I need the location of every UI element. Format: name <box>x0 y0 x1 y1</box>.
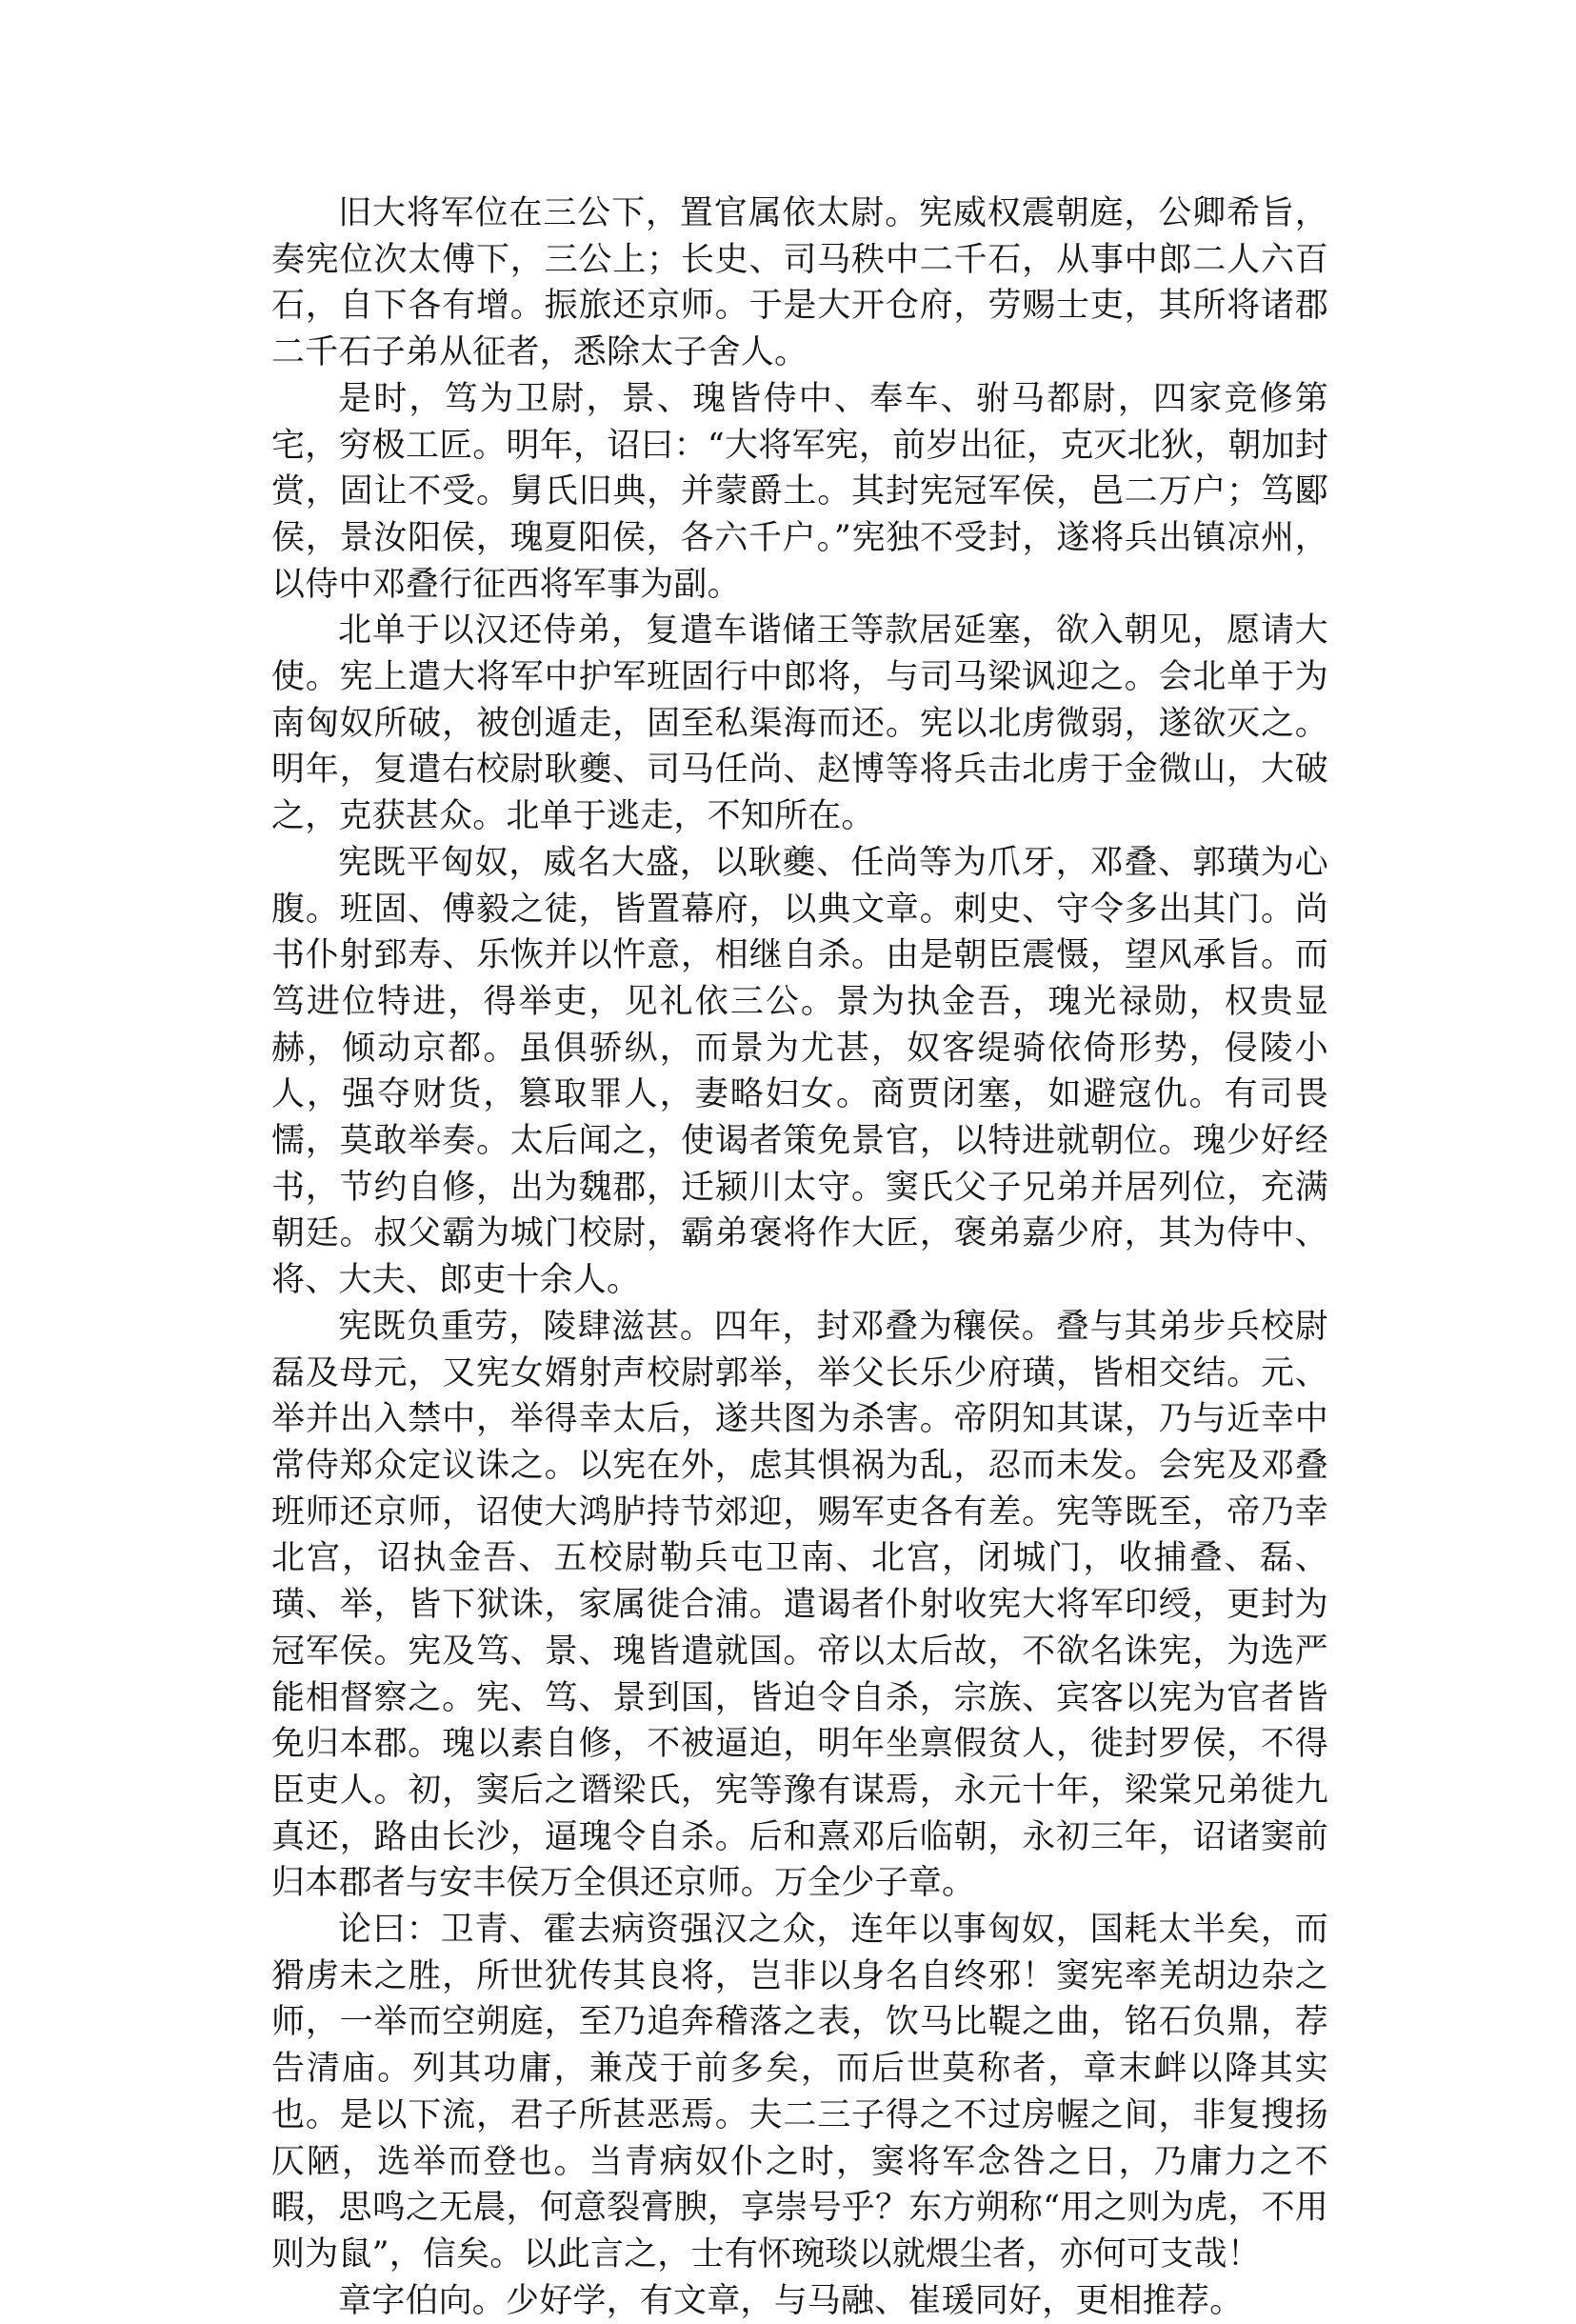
paragraph-1: 旧大将军位在三公下，置官属依太尉。宪威权震朝庭，公卿希旨，奏宪位次太傅下，三公上；长史、司马秩中二千石，从事中郎二人六百石，自下各有增。振旅还京师。于是大开仓府，劳赐士吏，其所将诸郡二千石子弟从征者，悉除太子舍人。 <box>271 194 1328 372</box>
paragraph-4: 宪既平匈奴，威名大盛，以耿夔、任尚等为爪牙，邓叠、郭璜为心腹。班固、傅毅之徒，皆置幕府，以典文章。刺史、守令多出其门。尚书仆射郅寿、乐恢并以忤意，相继自杀。由是朝臣震慑，望风承旨。而笃进位特进，得举吏，见礼依三公。景为执金吾，瑰光禄勋，权贵显赫，倾动京都。虽俱骄纵，而景为尤甚，奴客缇骑依倚形势，侵陵小人，强夺财货，篡取罪人，妻略妇女。商贾闭塞，如避寇仇。有司畏懦，莫敢举奏。太后闻之，使谒者策免景官，以特进就朝位。瑰少好经书，节约自修，出为魏郡，迁颍川太守。窦氏父子兄弟并居列位，充满朝廷。叔父霸为城门校尉，霸弟褒将作大匠，褒弟嘉少府，其为侍中、将、大夫、郎吏十余人。 <box>271 843 1328 1300</box>
paragraph-2: 是时，笃为卫尉，景、瑰皆侍中、奉车、驸马都尉，四家竞修第宅，穷极工匠。明年，诏曰：“大将军宪，前岁出征，克灭北狄，朝加封赏，固让不受。舅氏旧典，并蒙爵土。其封宪冠军侯，邑二万户；笃郾侯，景汝阳侯，瑰夏阳侯，各六千户。”宪独不受封，遂将兵出镇凉州，以侍中邓叠行征西将军事为副。 <box>271 379 1328 604</box>
paragraph-6: 论曰：卫青、霍去病资强汉之众，连年以事匈奴，国耗太半矣，而猾虏未之胜，所世犹传其良将，岂非以身名自终邪！窦宪率羌胡边杂之师，一举而空朔庭，至乃追奔稽落之表，饮马比鞮之曲，铭石负鼎，荐告清庙。列其功庸，兼茂于前多矣，而后世莫称者，章末衅以降其实也。是以下流，君子所甚恶焉。夫二三子得之不过房幄之间，非复搜扬仄陋，选举而登也。当青病奴仆之时，窦将军念咎之日，乃庸力之不暇，思鸣之无晨，何意裂膏腴，享崇号乎？东方朔称“用之则为虎，不用则为鼠”，信矣。以此言之，士有怀琬琰以就煨尘者，亦何可支哉！ <box>271 1911 1328 2274</box>
paragraph-3: 北单于以汉还侍弟，复遣车谐储王等款居延塞，欲入朝见，愿请大使。宪上遣大将军中护军班固行中郎将，与司马梁讽迎之。会北单于为南匈奴所破，被创遁走，固至私渠海而还。宪以北虏微弱，遂欲灭之。明年，复遣右校尉耿夔、司马任尚、赵博等将兵击北虏于金微山，大破之，克获甚众。北单于逃走，不知所在。 <box>271 611 1328 836</box>
paragraph-5: 宪既负重劳，陵肆滋甚。四年，封邓叠为穰侯。叠与其弟步兵校尉磊及母元，又宪女婿射声校尉郭举，举父长乐少府璜，皆相交结。元、举并出入禁中，举得幸太后，遂共图为杀害。帝阴知其谋，乃与近幸中常侍郑众定议诛之。以宪在外，虑其惧祸为乱，忍而未发。会宪及邓叠班师还京师，诏使大鸿胪持节郊迎，赐军吏各有差。宪等既至，帝乃幸北宫，诏执金吾、五校尉勒兵屯卫南、北宫，闭城门，收捕叠、磊、璜、举，皆下狱诛，家属徙合浦。遣谒者仆射收宪大将军印绶，更封为冠军侯。宪及笃、景、瑰皆遣就国。帝以太后故，不欲名诛宪，为选严能相督察之。宪、笃、景到国，皆迫令自杀，宗族、宾客以宪为官者皆免归本郡。瑰以素自修，不被逼迫，明年坐禀假贫人，徙封罗侯，不得臣吏人。初，窦后之谮梁氏，宪等豫有谋焉，永元十年，梁棠兄弟徙九真还，路由长沙，逼瑰令自杀。后和熹邓后临朝，永初三年，诏诸窦前归本郡者与安丰侯万全俱还京师。万全少子章。 <box>271 1307 1328 1903</box>
document-body <box>271 190 1328 2324</box>
paragraph-7: 章字伯向。少好学，有文章，与马融、崔瑗同好，更相推荐。 <box>338 2281 1244 2320</box>
